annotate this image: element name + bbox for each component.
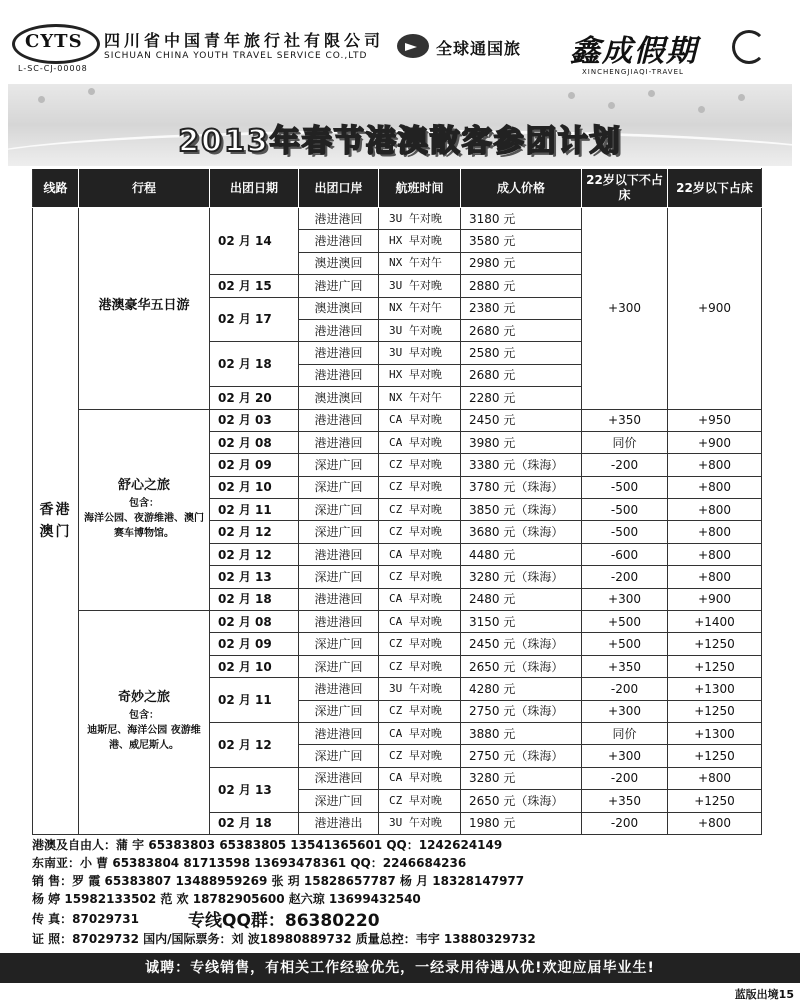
global-brand: 全球通国旅: [436, 39, 522, 58]
flight-time: CA 早对晚: [379, 409, 461, 431]
departure-date: 02 月 18: [210, 588, 299, 610]
departure-port: 港进港回: [299, 543, 379, 565]
flight-time: 3U 午对晚: [379, 319, 461, 341]
swirl-icon: [732, 30, 766, 64]
header-port: 出团口岸: [299, 169, 379, 208]
adult-price: 4280 元: [461, 678, 582, 700]
adult-price: 3180 元: [461, 208, 582, 230]
child-bed-price: +900: [668, 431, 762, 453]
child-no-bed-price: -500: [582, 499, 668, 521]
adult-price: 4480 元: [461, 543, 582, 565]
flight-time: NX 午对午: [379, 252, 461, 274]
child-no-bed-price: -200: [582, 812, 668, 834]
departure-port: 深进广回: [299, 745, 379, 767]
child-bed-price: +800: [668, 476, 762, 498]
flight-time: CZ 早对晚: [379, 521, 461, 543]
adult-price: 2650 元（珠海）: [461, 790, 582, 812]
flight-time: NX 午对午: [379, 387, 461, 409]
child-no-bed-price: -200: [582, 678, 668, 700]
adult-price: 3780 元（珠海）: [461, 476, 582, 498]
route-include-label: 包含：: [129, 497, 159, 509]
departure-port: 澳进澳回: [299, 387, 379, 409]
child-bed-price: +1250: [668, 700, 762, 722]
departure-port: 深进广回: [299, 700, 379, 722]
company-name-cn: 四川省中国青年旅行社有限公司: [104, 31, 385, 50]
adult-price: 2750 元（珠海）: [461, 700, 582, 722]
child-no-bed-price: -200: [582, 454, 668, 476]
departure-port: 深进广回: [299, 790, 379, 812]
route-include-detail: 迪斯尼、海洋公园 夜游维港、威尼斯人。: [87, 725, 201, 752]
qq-group: 专线QQ群：86380220: [188, 911, 380, 931]
flight-time: CZ 早对晚: [379, 790, 461, 812]
child-no-bed-price: +300: [582, 588, 668, 610]
departure-port: 深进广回: [299, 476, 379, 498]
adult-price: 3680 元（珠海）: [461, 521, 582, 543]
child-no-bed-price: -500: [582, 521, 668, 543]
child-bed-price: +800: [668, 812, 762, 834]
departure-date: 02 月 13: [210, 566, 299, 588]
adult-price: 2680 元: [461, 364, 582, 386]
adult-price: 2480 元: [461, 588, 582, 610]
departure-port: 深进港回: [299, 767, 379, 789]
departure-date: 02 月 10: [210, 476, 299, 498]
flower-decoration: [568, 92, 575, 99]
departure-port: 深进广回: [299, 454, 379, 476]
departure-port: 澳进澳回: [299, 297, 379, 319]
departure-date: 02 月 18: [210, 342, 299, 387]
departure-date: 02 月 08: [210, 431, 299, 453]
child-bed-price: +900: [668, 588, 762, 610]
child-bed-price: +800: [668, 543, 762, 565]
arrow-globe-icon: [397, 34, 429, 58]
departure-date: 02 月 14: [210, 208, 299, 275]
departure-port: 港进港回: [299, 230, 379, 252]
departure-date: 02 月 10: [210, 655, 299, 677]
child-bed-price: +800: [668, 499, 762, 521]
flight-time: CZ 早对晚: [379, 633, 461, 655]
table-row: [33, 208, 762, 230]
table-header-row: [33, 169, 762, 208]
header-flight: 航班时间: [379, 169, 461, 208]
route-cell: [79, 611, 210, 835]
contact-southeast-asia: 东南亚：小 曹 65383804 81713598 13693478361 QQ：2246684236: [32, 856, 467, 870]
header-adult-price: 成人价格: [461, 169, 582, 208]
table-row: [33, 611, 762, 633]
departure-port: 港进港回: [299, 319, 379, 341]
flight-time: CA 早对晚: [379, 722, 461, 744]
child-no-bed-price: -500: [582, 476, 668, 498]
adult-price: 3880 元: [461, 722, 582, 744]
adult-price: 1980 元: [461, 812, 582, 834]
departure-port: 港进港回: [299, 409, 379, 431]
departure-port: 港进港回: [299, 431, 379, 453]
child-no-bed-price: +500: [582, 633, 668, 655]
route-name: 港澳豪华五日游: [98, 298, 190, 314]
flight-time: CA 早对晚: [379, 611, 461, 633]
flower-decoration: [608, 102, 615, 109]
departure-date: 02 月 12: [210, 521, 299, 543]
flight-time: CZ 早对晚: [379, 745, 461, 767]
child-bed-price: +800: [668, 454, 762, 476]
flight-time: CA 早对晚: [379, 767, 461, 789]
departure-port: 港进港回: [299, 208, 379, 230]
flight-time: CA 早对晚: [379, 588, 461, 610]
departure-date: 02 月 09: [210, 633, 299, 655]
child-bed-price: +800: [668, 767, 762, 789]
child-no-bed-price: +300: [582, 208, 668, 410]
flight-time: CZ 早对晚: [379, 499, 461, 521]
child-no-bed-price: 同价: [582, 431, 668, 453]
departure-port: 深进广回: [299, 521, 379, 543]
flight-time: NX 午对午: [379, 297, 461, 319]
child-bed-price: +1250: [668, 745, 762, 767]
flower-decoration: [88, 88, 95, 95]
route-include-label: 包含：: [129, 710, 159, 722]
departure-date: 02 月 20: [210, 387, 299, 409]
child-no-bed-price: +350: [582, 655, 668, 677]
departure-port: 港进港回: [299, 611, 379, 633]
departure-date: 02 月 13: [210, 767, 299, 812]
child-bed-price: +900: [668, 208, 762, 410]
adult-price: 2750 元（珠海）: [461, 745, 582, 767]
child-no-bed-price: +500: [582, 611, 668, 633]
flight-time: CZ 早对晚: [379, 566, 461, 588]
adult-price: 3280 元（珠海）: [461, 566, 582, 588]
child-no-bed-price: +350: [582, 790, 668, 812]
page-header: [0, 0, 800, 82]
departure-port: 港进港回: [299, 722, 379, 744]
child-bed-price: +1400: [668, 611, 762, 633]
flight-time: 3U 午对晚: [379, 275, 461, 297]
departure-port: 港进港出: [299, 812, 379, 834]
flight-time: 3U 早对晚: [379, 342, 461, 364]
departure-date: 02 月 11: [210, 499, 299, 521]
child-no-bed-price: -200: [582, 566, 668, 588]
child-bed-price: +800: [668, 521, 762, 543]
departure-date: 02 月 11: [210, 678, 299, 723]
departure-date: 02 月 15: [210, 275, 299, 297]
departure-port: 深进广回: [299, 633, 379, 655]
fax-number: 传 真：87029731: [32, 912, 139, 926]
child-no-bed-price: +350: [582, 409, 668, 431]
flight-time: 3U 午对晚: [379, 812, 461, 834]
adult-price: 2450 元: [461, 409, 582, 431]
flight-time: HX 早对晚: [379, 364, 461, 386]
flower-decoration: [698, 106, 705, 113]
license-number: L-SC-CJ-00008: [18, 64, 88, 73]
tour-schedule-table: [32, 168, 762, 835]
departure-port: 深进广回: [299, 499, 379, 521]
departure-port: 港进港回: [299, 588, 379, 610]
adult-price: 2650 元（珠海）: [461, 655, 582, 677]
contact-sales: 销 售：罗 霞 65383807 13488959269 张 玥 15828657787 杨 月 18328147977: [32, 874, 525, 888]
contact-hk-macau: 港澳及自由人：蒲 宇 65383803 65383805 13541365601 QQ：1242624149: [32, 838, 503, 852]
adult-price: 3280 元: [461, 767, 582, 789]
child-bed-price: +1300: [668, 678, 762, 700]
route-cell: [79, 409, 210, 611]
departure-port: 港进港回: [299, 678, 379, 700]
header-date: 出团日期: [210, 169, 299, 208]
adult-price: 2450 元（珠海）: [461, 633, 582, 655]
child-no-bed-price: -600: [582, 543, 668, 565]
route-include-detail: 海洋公园、夜游维港、澳门赛车博物馆。: [84, 512, 204, 539]
adult-price: 2580 元: [461, 342, 582, 364]
child-bed-price: +1250: [668, 790, 762, 812]
table-row: [33, 409, 762, 431]
child-bed-price: +800: [668, 566, 762, 588]
header-line: 线路: [33, 169, 79, 208]
adult-price: 2980 元: [461, 252, 582, 274]
flower-decoration: [648, 90, 655, 97]
brand-name: 鑫成假期: [570, 34, 698, 69]
adult-price: 3980 元: [461, 431, 582, 453]
departure-date: 02 月 09: [210, 454, 299, 476]
flower-decoration: [38, 96, 45, 103]
flight-time: CA 早对晚: [379, 543, 461, 565]
adult-price: 2380 元: [461, 297, 582, 319]
departure-port: 深进广回: [299, 566, 379, 588]
departure-port: 深进广回: [299, 655, 379, 677]
flight-time: CZ 早对晚: [379, 655, 461, 677]
departure-port: 澳进澳回: [299, 252, 379, 274]
recruitment-banner: 诚聘：专线销售，有相关工作经验优先，一经录用待遇从优!欢迎应届毕业生!: [0, 953, 800, 983]
departure-port: 港进广回: [299, 275, 379, 297]
child-no-bed-price: 同价: [582, 722, 668, 744]
contact-sales-2: 杨 婷 15982133502 范 欢 18782905600 赵六琼 13699432540: [32, 892, 421, 906]
child-bed-price: +1250: [668, 633, 762, 655]
company-name-en: SICHUAN CHINA YOUTH TRAVEL SERVICE CO.,LTD: [104, 51, 368, 61]
flight-time: CA 早对晚: [379, 431, 461, 453]
route-name: 奇妙之旅: [117, 690, 170, 706]
child-no-bed-price: -200: [582, 767, 668, 789]
line-cell: 香港澳门: [33, 208, 79, 835]
page-title: 2013年春节港澳散客参团计划: [178, 124, 622, 159]
departure-date: 02 月 17: [210, 297, 299, 342]
departure-date: 02 月 12: [210, 543, 299, 565]
departure-port: 港进港回: [299, 364, 379, 386]
flight-time: CZ 早对晚: [379, 476, 461, 498]
header-bed: 22岁以下占床: [668, 169, 762, 208]
departure-date: 02 月 12: [210, 722, 299, 767]
page-number: 蓝版出境15: [734, 988, 794, 1001]
route-name: 舒心之旅: [117, 477, 170, 493]
flight-time: 3U 午对晚: [379, 678, 461, 700]
adult-price: 2880 元: [461, 275, 582, 297]
flight-time: 3U 午对晚: [379, 208, 461, 230]
adult-price: 3150 元: [461, 611, 582, 633]
child-no-bed-price: +300: [582, 745, 668, 767]
departure-date: 02 月 08: [210, 611, 299, 633]
flower-decoration: [738, 94, 745, 101]
adult-price: 3380 元（珠海）: [461, 454, 582, 476]
header-no-bed: 22岁以下不占床: [582, 169, 668, 208]
logo-text: CYTS: [25, 31, 83, 52]
child-bed-price: +1250: [668, 655, 762, 677]
flight-time: CZ 早对晚: [379, 454, 461, 476]
departure-date: 02 月 03: [210, 409, 299, 431]
flight-time: CZ 早对晚: [379, 700, 461, 722]
departure-port: 港进港回: [299, 342, 379, 364]
child-no-bed-price: +300: [582, 700, 668, 722]
adult-price: 2280 元: [461, 387, 582, 409]
adult-price: 3580 元: [461, 230, 582, 252]
adult-price: 3850 元（珠海）: [461, 499, 582, 521]
departure-date: 02 月 18: [210, 812, 299, 834]
header-route: 行程: [79, 169, 210, 208]
flight-time: HX 早对晚: [379, 230, 461, 252]
route-cell: [79, 208, 210, 410]
child-bed-price: +1300: [668, 722, 762, 744]
contact-documents: 证 照：87029732 国内/国际票务：刘 波18980889732 质量总控：韦宇 13880329732: [32, 932, 536, 946]
child-bed-price: +950: [668, 409, 762, 431]
adult-price: 2680 元: [461, 319, 582, 341]
brand-name-en: XINCHENGJIAQI-TRAVEL: [582, 68, 684, 76]
company-logo: [12, 24, 100, 64]
